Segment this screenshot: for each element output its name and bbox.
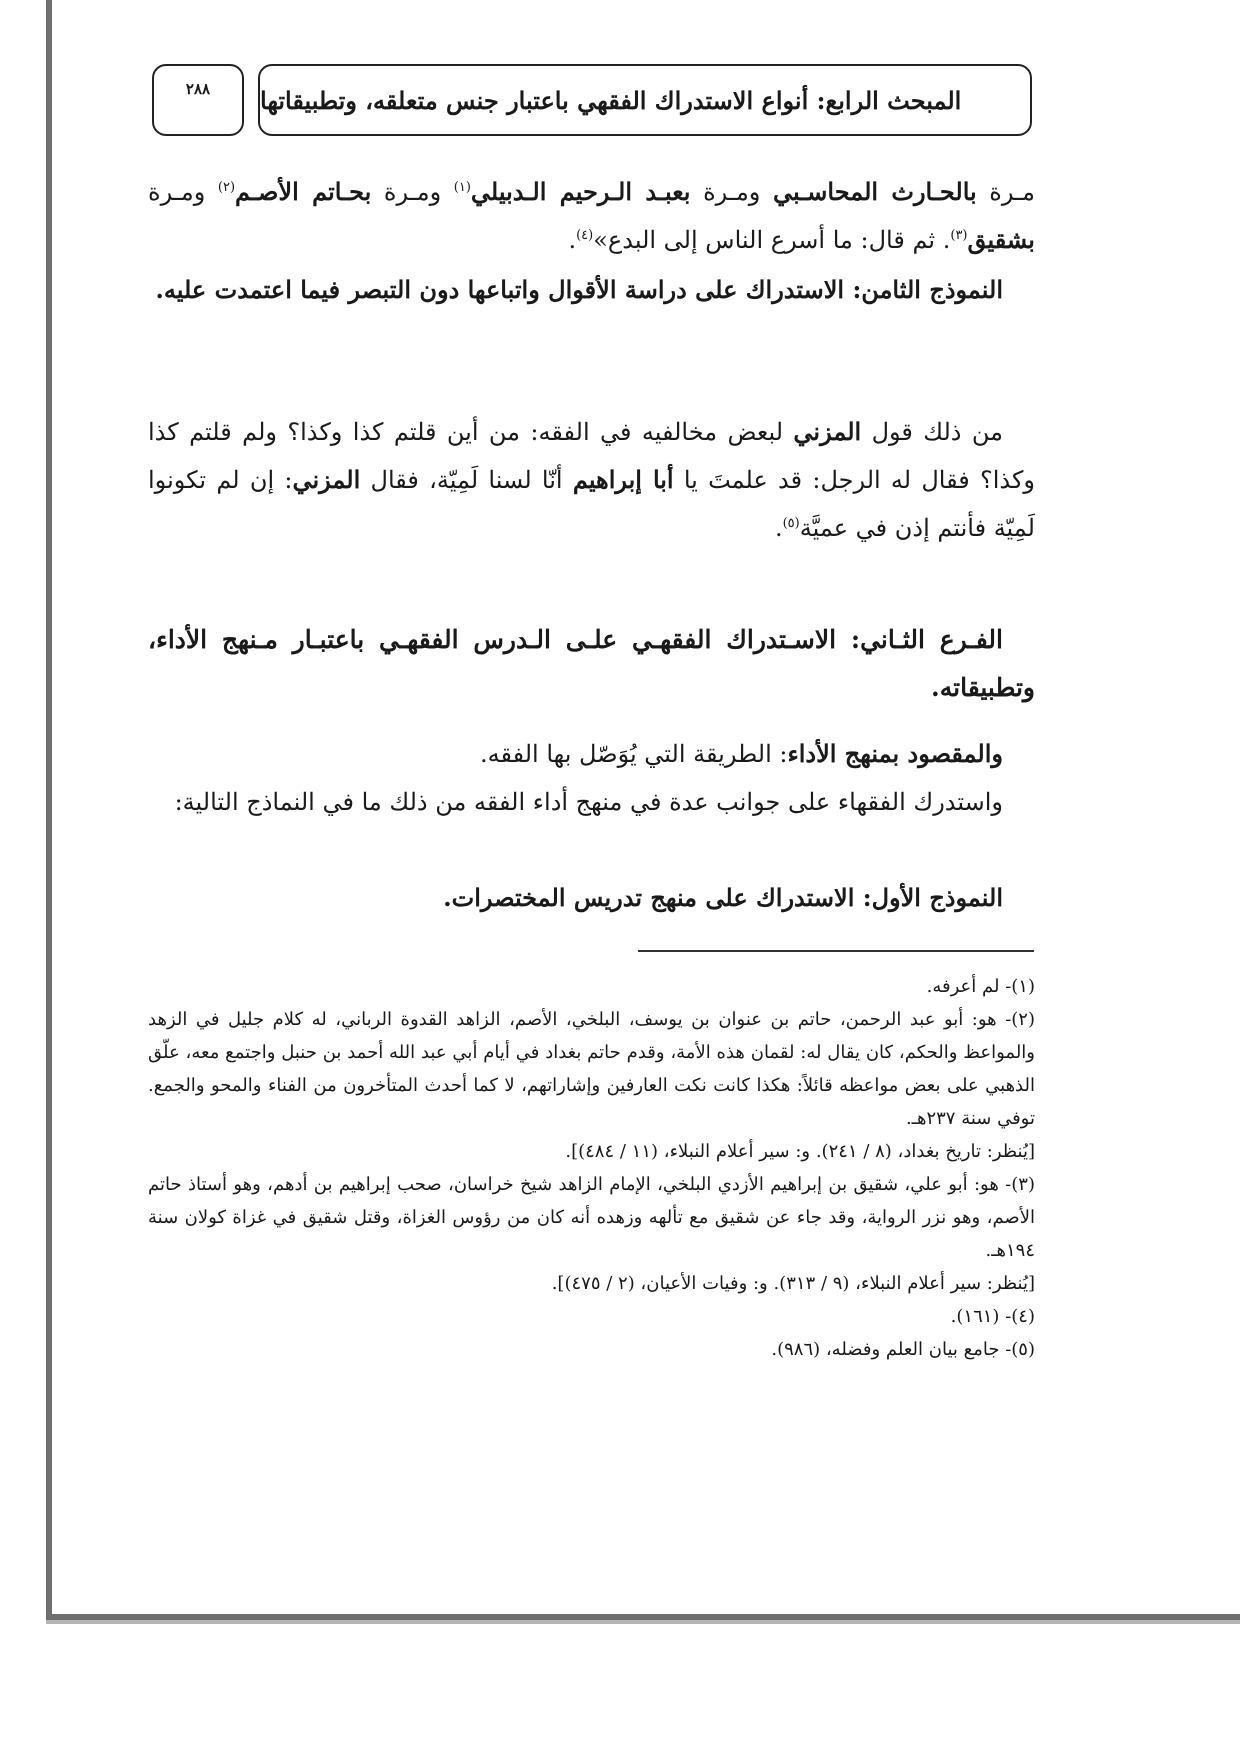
text-run: ومـرة (148, 178, 218, 206)
footnote-text: لم أعرفه. (926, 976, 1000, 997)
bold-name: بشقيق (967, 225, 1035, 254)
model-title: الاستدراك على دراسة الأقوال واتباعها دون التبصر فيما اعتمدت عليه. (155, 275, 845, 304)
bold-name: المزني (292, 465, 361, 494)
footnote-ref[interactable]: (٤) (576, 228, 594, 243)
bold-name: المزني (793, 417, 862, 446)
bold-name: بحـاتم الأصـم (235, 177, 372, 206)
footnote-text: جامع بيان العلم وفضله، (٩٨٦). (771, 1339, 1000, 1360)
footnote-number: (٢)- (1005, 1009, 1035, 1030)
footnote-number: (٣)- (1005, 1174, 1035, 1195)
muzani-paragraph (148, 408, 1035, 552)
page-frame-bottom-shadow (46, 1620, 1240, 1624)
footnote-ref[interactable]: (٥) (782, 516, 800, 531)
footnote-item (148, 1168, 1035, 1267)
footnote-item (148, 1300, 1035, 1333)
model-label: النموذج الأول: (854, 883, 1003, 912)
footnote-item (148, 1003, 1035, 1135)
text-run: . ثم قال: ما أسرع الناس إلى البدع» (593, 226, 951, 254)
section-label: الفـرع الثـاني: (836, 625, 1003, 654)
text-run: لبعض مخالفيه في الفقه: من أين قلتم كذا وكذا؟ ولم قلتم كذا وكذا؟ فقال له الرجل: قد علمتَ يا (148, 418, 1035, 494)
footnote-divider (638, 950, 1034, 952)
text-run: : إن لم تكونوا لَمِيّة فأنتم إذن في عميَّة (148, 466, 1035, 542)
footnote-number: (٤)- (1005, 1306, 1035, 1327)
model-title: الاستدراك على منهج تدريس المختصرات. (443, 883, 855, 912)
text-run: . (568, 226, 577, 254)
text-run: من ذلك قول (861, 418, 1004, 446)
text-run: . (774, 514, 783, 542)
footnote-text: (١٦١). (950, 1306, 1000, 1327)
footnote-number: (١)- (1005, 976, 1035, 997)
footnote-item (148, 970, 1035, 1003)
page-frame-left-border (46, 0, 52, 1620)
text-run: ومـرة (371, 178, 454, 206)
section-heading (148, 616, 1035, 712)
chapter-title: المبحث الرابع: أنواع الاستدراك الفقهي باعتبار جنس متعلقه، وتطبيقاتها (260, 85, 962, 115)
footnote-item (148, 1333, 1035, 1366)
footnote-reference: [يُنظر: تاريخ بغداد، (٨ / ٢٤١). و: سير أعلام النبلاء، (١١ / ٤٨٤)]. (565, 1141, 1035, 1162)
footnote-ref[interactable]: (١) (453, 180, 471, 195)
bold-name: بالحـارث المحاسـبي (773, 177, 977, 206)
paragraph-continuation (148, 168, 1035, 264)
section-title: الاسـتدراك الفقهـي علـى الـدرس الفقهـي باعتبـار مـنهج الأداء، وتطبيقاته. (148, 625, 1035, 702)
bold-name: أبا إبراهيم (572, 465, 674, 494)
model-eight-paragraph (148, 266, 1035, 314)
definition-paragraph (148, 730, 1035, 778)
defined-term: والمقصود بمنهج الأداء (787, 739, 1003, 768)
text-run: : الطريقة التي يُوَصّل بها الفقه. (479, 740, 788, 768)
footnote-number: (٥)- (1005, 1339, 1035, 1360)
text-run: مـرة (976, 178, 1036, 206)
model-label: النموذج الثامن: (844, 275, 1003, 304)
footnotes (148, 970, 1035, 1366)
page-number: ٢٨٨ (185, 80, 211, 98)
page-number-box (152, 64, 244, 136)
intro-paragraph (148, 778, 1035, 826)
text-run: أنّا لسنا لَمِيّة، فقال (360, 466, 573, 494)
model-one-heading (148, 874, 1035, 922)
bold-name: بعبـد الـرحيم الـدبيلي (470, 177, 691, 206)
footnote-text: هو: أبو عبد الرحمن، حاتم بن عنوان بن يوسف، البلخي، الأصم، الزاهد القدوة الرباني، له كلام جليل في الزهد والمواعظ والحكم، كان يقال له: لقمان هذه الأمة، وقدم حاتم بغداد في أيام أبي عبد الله أحمد بن حنبل واجتمع معه، علّق الذهبي على بعض مواعظه قائلاً: هكذا كانت نكت العارفين وإشاراتهم، لا كما أحدث المتأخرون من الفناء والمحو والجمع. توفي سنة ٢٣٧هـ. (148, 1009, 1035, 1129)
text-run: واستدرك الفقهاء على جوانب عدة في منهج أداء الفقه من ذلك ما في النماذج التالية: (174, 788, 1003, 816)
footnote-text: هو: أبو علي، شقيق بن إبراهيم الأزدي البلخي، الإمام الزاهد شيخ خراسان، صحب إبراهيم بن أدهم، وهو أستاذ حاتم الأصم، وهو نزر الرواية، وقد جاء عن شقيق مع تألهه وزهده أنه كان من رؤوس الغزاة، وقتل شقيق في غزاة كولان سنة ١٩٤هـ. (148, 1174, 1035, 1261)
footnote-reference: [يُنظر: سير أعلام النبلاء، (٩ / ٣١٣). و: وفيات الأعيان، (٢ / ٤٧٥)]. (551, 1273, 1035, 1294)
footnote-ref[interactable]: (٣) (950, 228, 968, 243)
text-run: ومـرة (690, 178, 773, 206)
footnote-ref[interactable]: (٢) (217, 180, 236, 195)
running-header-title (258, 64, 1032, 136)
